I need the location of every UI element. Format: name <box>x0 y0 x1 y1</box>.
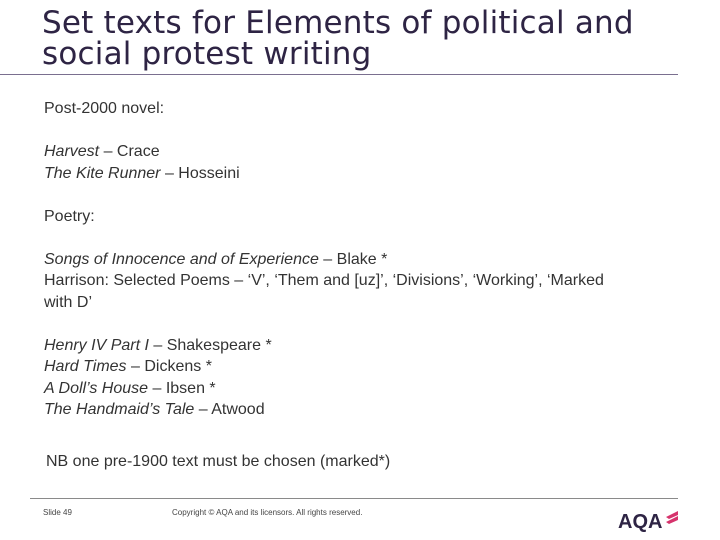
drama-author: – Dickens * <box>126 358 212 375</box>
drama-item <box>44 399 684 421</box>
harrison-line-2: with D’ <box>44 293 93 311</box>
drama-author: – Atwood <box>194 401 265 418</box>
pre-1900-note: NB one pre-1900 text must be chosen (marked*) <box>46 452 391 470</box>
aqa-logo-text: AQA <box>618 511 663 532</box>
drama-item <box>44 378 684 400</box>
novel-item <box>44 141 684 163</box>
drama-author: – Shakespeare * <box>148 336 272 354</box>
drama-author: – Ibsen * <box>148 379 216 397</box>
drama-title: Hard Times <box>44 358 127 375</box>
drama-item <box>44 356 684 378</box>
copyright-notice: Copyright © AQA and its licensors. All rights reserved. <box>172 508 363 517</box>
slide-title-line-1: Set texts for Elements of political and <box>42 5 634 41</box>
novel-heading: Post-2000 novel: <box>44 100 165 117</box>
poetry-heading: Poetry: <box>44 207 95 225</box>
novel-author: – Crace <box>99 143 160 160</box>
drama-title: A Doll’s House <box>44 379 149 397</box>
slide-number: Slide 49 <box>43 508 72 517</box>
novel-item <box>44 163 684 185</box>
poetry-title: Songs of Innocence and of Experience <box>44 250 319 268</box>
drama-title: Henry IV Part I <box>44 336 149 354</box>
footer-divider <box>30 498 678 499</box>
aqa-logo-swoosh <box>666 511 678 524</box>
slide-title <box>42 5 682 72</box>
slide-body <box>44 98 684 472</box>
harrison-line-1: Harrison: Selected Poems – ‘V’, ‘Them and [uz]’, ‘Divisions’, ‘Working’, ‘Marked <box>44 272 604 289</box>
aqa-logo <box>618 508 680 532</box>
drama-item <box>44 335 684 357</box>
novel-title: The Kite Runner <box>44 164 161 182</box>
novel-title: Harvest <box>44 143 100 160</box>
poetry-item <box>44 249 684 271</box>
slide-title-line-2: social protest writing <box>42 36 372 72</box>
novel-author: – Hosseini <box>160 164 240 182</box>
drama-title: The Handmaid’s Tale <box>44 401 195 418</box>
title-divider <box>0 74 678 75</box>
poetry-author: – Blake * <box>318 250 388 268</box>
